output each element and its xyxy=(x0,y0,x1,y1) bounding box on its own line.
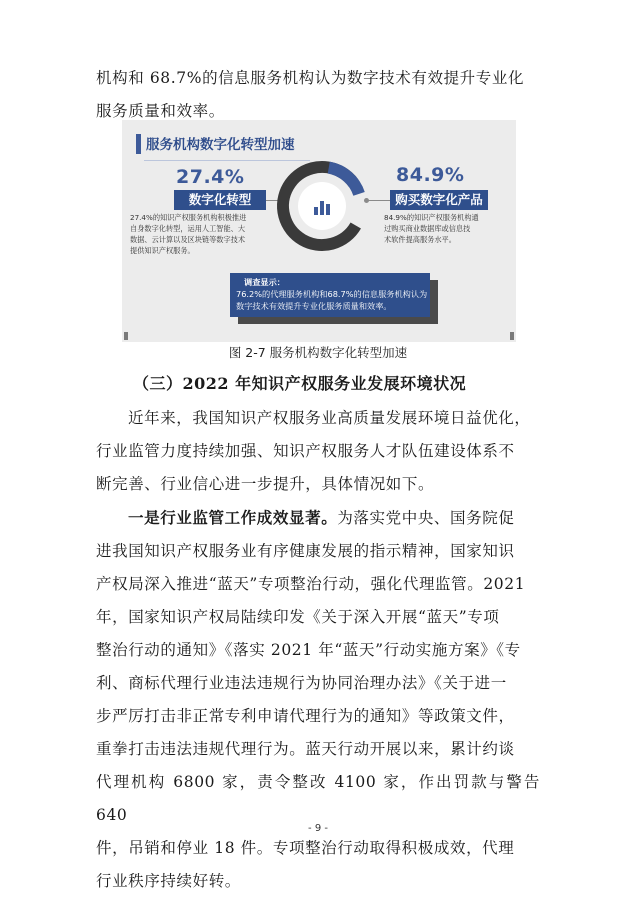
paragraph-supervision xyxy=(96,501,540,898)
text-line: 自身数字化转型，运用人工智能、大 xyxy=(130,224,246,233)
text-line: 提供知识产权服务。 xyxy=(130,246,195,255)
right-description xyxy=(384,212,479,245)
text-line: 27.4%的知识产权服务机构积极推进 xyxy=(130,213,247,222)
text-line: 年，国家知识产权局陆续印发《关于深入开展“蓝天”专项 xyxy=(96,608,500,626)
donut-ring xyxy=(276,160,368,252)
text-line: 步严厉打击非正常专利申请代理行为的通知》等政策文件， xyxy=(96,707,515,725)
text-line: 代理机构 6800 家，责令整改 4100 家，作出罚款与警告 640 xyxy=(96,773,540,824)
text-line: 整治行动的通知》《落实 2021 年“蓝天”行动实施方案》《专 xyxy=(96,641,521,659)
figure-caption: 图 2-7 服务机构数字化转型加速 xyxy=(228,345,408,360)
text-line: 84.9%的知识产权服务机构通 xyxy=(384,213,479,222)
text-line: 数字技术有效提升专业化服务质量和效率。 xyxy=(236,301,392,311)
text-line: 术软件提高服务水平。 xyxy=(384,235,456,244)
text-line: 产权局深入推进“蓝天”专项整治行动，强化代理监管。2021 xyxy=(96,575,526,593)
text-line: 进我国知识产权服务业有序健康发展的指示精神，国家知识 xyxy=(96,542,515,560)
page-number: - 9 - xyxy=(308,823,328,834)
figure-digital-transformation xyxy=(122,120,516,342)
left-description xyxy=(130,212,246,256)
text-line: 76.2%的代理服务机构和68.7%的信息服务机构认为 xyxy=(236,289,428,299)
left-label: 数字化转型 xyxy=(174,190,266,210)
text-line: 服务质量和效率。 xyxy=(96,102,225,120)
intro-paragraph xyxy=(96,62,540,128)
text-line: 利、商标代理行业违法违规行为协同治理办法》《关于进一 xyxy=(96,674,507,692)
right-connector-dot xyxy=(364,198,369,203)
text-run: 为落实党中央、国务院促 xyxy=(337,509,515,527)
text-line: 件，吊销和停业 18 件。专项整治行动取得积极成效，代理 xyxy=(96,839,515,857)
right-connector xyxy=(368,200,390,201)
text-line: 机构和 68.7%的信息服务机构认为数字技术有效提升专业化 xyxy=(96,69,525,87)
text-line: 过购买商业数据库或信息技 xyxy=(384,224,471,233)
section-heading: （三）2022 年知识产权服务业发展环境状况 xyxy=(133,374,467,393)
decorative-block xyxy=(124,332,128,340)
text-line: 行业监管力度持续加强、知识产权服务人才队伍建设体系不 xyxy=(96,442,515,460)
figure-title: 服务机构数字化转型加速 xyxy=(146,137,295,153)
survey-callout xyxy=(230,273,430,317)
right-percent: 84.9% xyxy=(396,164,465,186)
text-line: 断完善、行业信心进一步提升，具体情况如下。 xyxy=(96,475,435,493)
paragraph-environment xyxy=(96,402,540,501)
text-line: 行业秩序持续好转。 xyxy=(96,872,241,890)
text-line: 重拳打击违法违规代理行为。蓝天行动开展以来，累计约谈 xyxy=(96,740,515,758)
title-accent-bar xyxy=(136,134,141,154)
text-line: 近年来，我国知识产权服务业高质量发展环境日益优化， xyxy=(128,409,531,427)
right-label: 购买数字化产品 xyxy=(390,190,488,210)
text-line xyxy=(96,501,540,535)
survey-heading: 调查显示： xyxy=(244,277,285,287)
text-line: 数据、云计算以及区块链等数字技术 xyxy=(130,235,246,244)
left-percent: 27.4% xyxy=(176,166,245,188)
bold-lead: 一是行业监管工作成效显著。 xyxy=(128,508,338,527)
decorative-block xyxy=(510,332,514,340)
